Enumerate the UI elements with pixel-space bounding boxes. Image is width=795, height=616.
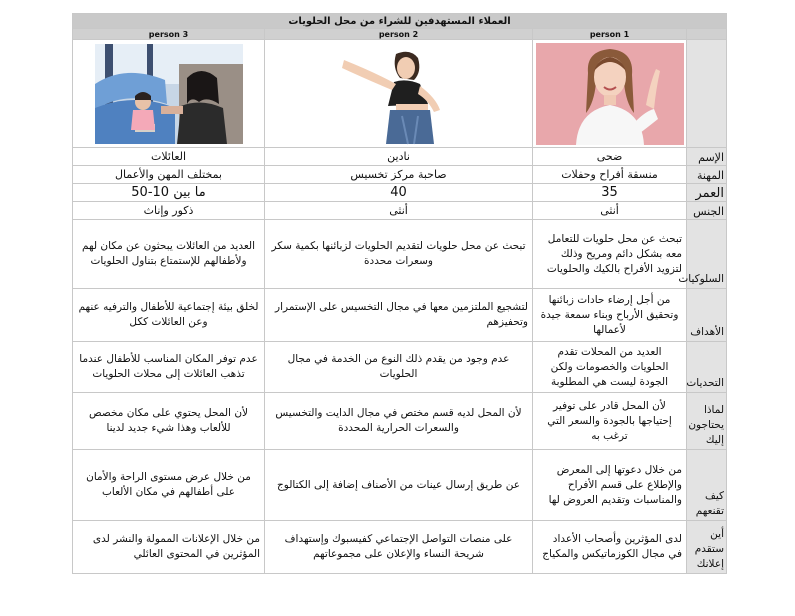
person-2-convince: عن طريق إرسال عينات من الأصناف إضافة إلى الكتالوج [265,450,533,521]
person-1-gender: أنثى [533,202,687,220]
row-convince [73,450,727,521]
person-1-goals: من أجل إرضاء حادات زبائنها وتحقيق الأرباح وبناء سمعة جيدة لأعمالها [533,289,687,342]
label-job: المهنة [687,166,727,184]
header-row [73,29,727,40]
person-1-age: 35 [533,184,687,202]
table-title: العملاء المستهدفين للشراء من محل الحلويات [73,14,727,29]
row-job [73,166,727,184]
person-1-behaviors: تبحث عن محل حلويات للتعامل معه بشكل دائم ومريح وذلك لتزويد الأفراح بالكيك والحلويات [533,220,687,289]
person-3-challenges: عدم توفر المكان المناسب للأطفال عندما تذهب العائلات إلى محلات الحلويات [73,342,265,393]
person-3-header: person 3 [73,29,265,40]
person-2-age: 40 [265,184,533,202]
person-1-job: منسقة أفراح وحفلات [533,166,687,184]
label-reach: أين ستقدم إعلانك [687,521,727,574]
person-1-header: person 1 [533,29,687,40]
person-1-name: ضحى [533,148,687,166]
person-2-photo-cell [265,40,533,148]
personas-table [72,13,727,574]
person-2-behaviors: تبحث عن محل حلويات لتقديم الحلويات لزبائنها بكمية سكر وسعرات محددة [265,220,533,289]
person-1-convince: من خلال دعوتها إلى المعرض والإطلاع على قسم الأفراح والمناسبات وتقديم العروض لها [533,450,687,521]
person-3-photo-cell [73,40,265,148]
photo-label-cell [687,40,727,148]
person-2-goals: لتشجيع الملتزمين معها في مجال التخسيس على الإستمرار وتحفيزهم [265,289,533,342]
person-3-behaviors: العديد من العائلات يبحثون عن مكان لهم ولأطفالهم للإستمتاع بتناول الحلويات [73,220,265,289]
row-name [73,148,727,166]
title-row [73,14,727,29]
woman-smiling-illustration [536,43,684,145]
row-behaviors [73,220,727,289]
person-3-convince: من خلال عرض مستوى الراحة والأمان على أطفالهم في مكان الألعاب [73,450,265,521]
person-3-reach: من خلال الإعلانات الممولة والنشر لدى المؤثرين في المحتوى العائلي [73,521,265,574]
row-reach [73,521,727,574]
person-3-name: العائلات [73,148,265,166]
row-challenges [73,342,727,393]
person-1-photo [536,43,684,145]
person-1-why: لأن المحل قادر على توفير إحتياجها بالجودة والسعر التي ترغب به [533,393,687,450]
person-1-photo-cell [533,40,687,148]
person-2-why: لأن المحل لديه قسم مختص في مجال الدايت والتخسيس والسعرات الحرارية المحددة [265,393,533,450]
row-gender [73,202,727,220]
photo-row [73,40,727,148]
person-2-challenges: عدم وجود من يقدم ذلك النوع من الخدمة في مجال الحلويات [265,342,533,393]
label-challenges: التحديات [687,342,727,393]
row-goals [73,289,727,342]
person-3-photo [95,44,243,144]
person-2-header: person 2 [265,29,533,40]
family-playground-illustration [95,44,243,144]
label-behaviors: السلوكيات [687,220,727,289]
person-2-name: نادين [265,148,533,166]
header-corner [687,29,727,40]
woman-fitness-illustration [284,44,514,144]
person-3-goals: لخلق بيئة إجتماعية للأطفال والترفيه عنهم وعن العائلات ككل [73,289,265,342]
label-name: الإسم [687,148,727,166]
person-2-job: صاحبة مركز تخسيس [265,166,533,184]
label-why: لماذا يحتاجون إليك [687,393,727,450]
person-1-reach: لدى المؤثرين وأصحاب الأعداد في مجال الكوزماتيكس والمكياج [533,521,687,574]
person-3-why: لأن المحل يحتوي على مكان مخصص للألعاب وهذا شيء جديد لدينا [73,393,265,450]
row-age [73,184,727,202]
person-3-gender: ذكور وإناث [73,202,265,220]
label-goals: الأهداف [687,289,727,342]
person-2-reach: على منصات التواصل الإجتماعي كفيسبوك وإستهداف شريحة النساء والإعلان على مجموعاتهم [265,521,533,574]
label-gender: الجنس [687,202,727,220]
person-3-job: بمختلف المهن والأعمال [73,166,265,184]
person-1-challenges: العديد من المحلات تقدم الحلويات والخصومات ولكن الجودة ليست هي المطلوبة [533,342,687,393]
person-3-age: ما بين 10-50 [73,184,265,202]
person-2-gender: أنثى [265,202,533,220]
person-2-photo [284,44,514,144]
label-convince: كيف تقنعهم [687,450,727,521]
row-why [73,393,727,450]
label-age: العمر [687,184,727,202]
